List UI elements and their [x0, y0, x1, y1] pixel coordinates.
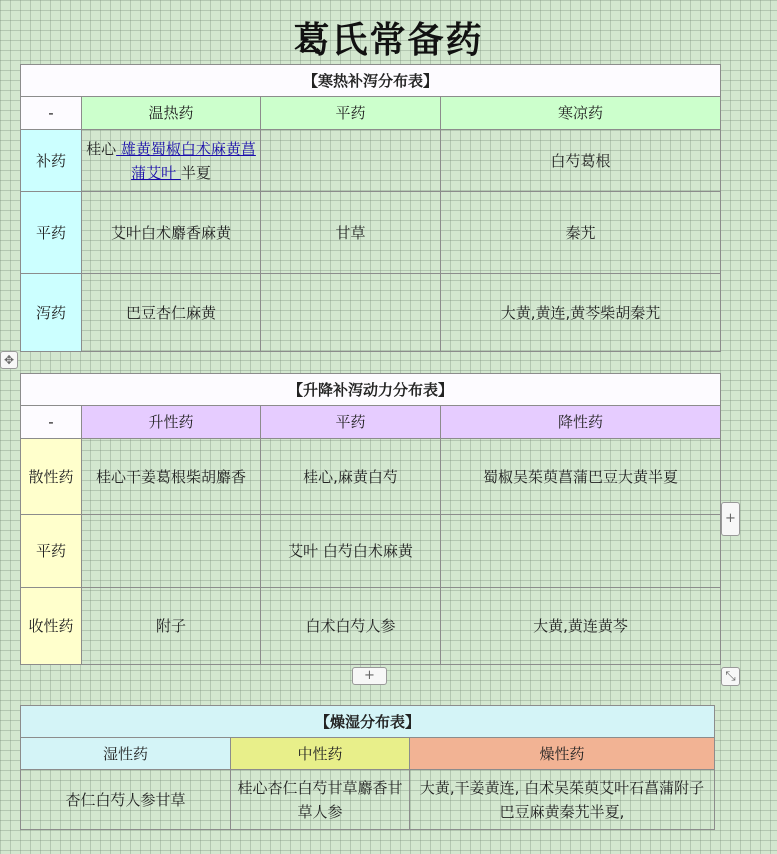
header-warm[interactable]: 温热药 [82, 97, 261, 130]
table-caption: 【寒热补泻分布表】 [21, 65, 721, 97]
header-neutral[interactable]: 平药 [261, 406, 441, 439]
corner-cell[interactable]: - [21, 97, 82, 130]
herb-link[interactable]: 雄黄蜀椒白术麻黄菖蒲艾叶 [116, 139, 256, 182]
move-handle-icon[interactable]: ✥ [0, 351, 18, 369]
header-down[interactable]: 降性药 [441, 406, 721, 439]
cell-purge-neutral[interactable] [261, 274, 441, 352]
row-label-neutral[interactable]: 平药 [21, 192, 82, 274]
cell-disperse-neutral[interactable]: 桂心,麻黄白芍 [261, 439, 441, 515]
cell-disperse-down[interactable]: 蜀椒吴茱萸菖蒲巴豆大黄半夏 [441, 439, 721, 515]
cell-astringe-neutral[interactable]: 白术白芍人参 [261, 588, 441, 665]
row-label-purge[interactable]: 泻药 [21, 274, 82, 352]
page-title: 葛氏常备药 [293, 20, 484, 61]
cell-astringe-up[interactable]: 附子 [82, 588, 261, 665]
up-down-table [20, 373, 721, 665]
table-caption: 【燥湿分布表】 [21, 706, 715, 738]
cell-text: 桂心 [86, 139, 117, 158]
header-up[interactable]: 升性药 [82, 406, 261, 439]
row-label-disperse[interactable]: 散性药 [21, 439, 82, 515]
row-label-astringe[interactable]: 收性药 [21, 588, 82, 665]
header-cold[interactable]: 寒凉药 [441, 97, 721, 130]
cell-text: 半夏 [180, 163, 211, 182]
table-caption: 【升降补泻动力分布表】 [21, 374, 721, 406]
cell-purge-cold[interactable]: 大黄,黄连,黄芩柴胡秦艽 [441, 274, 721, 352]
cell-disperse-up[interactable]: 桂心干姜葛根柴胡麝香 [82, 439, 261, 515]
cell-tonic-warm[interactable] [82, 130, 261, 192]
row-label-neutral[interactable]: 平药 [21, 515, 82, 588]
header-wet[interactable]: 湿性药 [21, 738, 231, 770]
header-neutral[interactable]: 中性药 [231, 738, 410, 770]
cell-neutral[interactable]: 桂心杏仁白芍甘草麝香甘草人参 [231, 770, 410, 830]
cell-neutral-warm[interactable]: 艾叶白术麝香麻黄 [82, 192, 261, 274]
cold-hot-table [20, 64, 721, 352]
cell-neutral-up[interactable] [82, 515, 261, 588]
header-dry[interactable]: 燥性药 [410, 738, 715, 770]
add-row-button[interactable]: + [352, 667, 387, 685]
cell-tonic-neutral[interactable] [261, 130, 441, 192]
cell-neutral-down[interactable] [441, 515, 721, 588]
cell-wet[interactable]: 杏仁白芍人参甘草 [21, 770, 231, 830]
cell-astringe-down[interactable]: 大黄,黄连黄芩 [441, 588, 721, 665]
expand-icon[interactable]: ⤡ [721, 667, 740, 686]
dry-wet-table [20, 705, 715, 830]
cell-neutral-neutral[interactable]: 甘草 [261, 192, 441, 274]
cell-tonic-cold[interactable]: 白芍葛根 [441, 130, 721, 192]
cell-dry[interactable]: 大黄,干姜黄连, 白术吴茱萸艾叶石菖蒲附子巴豆麻黄秦艽半夏, [410, 770, 715, 830]
header-neutral[interactable]: 平药 [261, 97, 441, 130]
add-column-button[interactable]: + [721, 502, 740, 536]
corner-cell[interactable]: - [21, 406, 82, 439]
cell-neutral-cold[interactable]: 秦艽 [441, 192, 721, 274]
row-label-tonic[interactable]: 补药 [21, 130, 82, 192]
cell-neutral-neutral[interactable]: 艾叶 白芍白术麻黄 [261, 515, 441, 588]
cell-purge-warm[interactable]: 巴豆杏仁麻黄 [82, 274, 261, 352]
